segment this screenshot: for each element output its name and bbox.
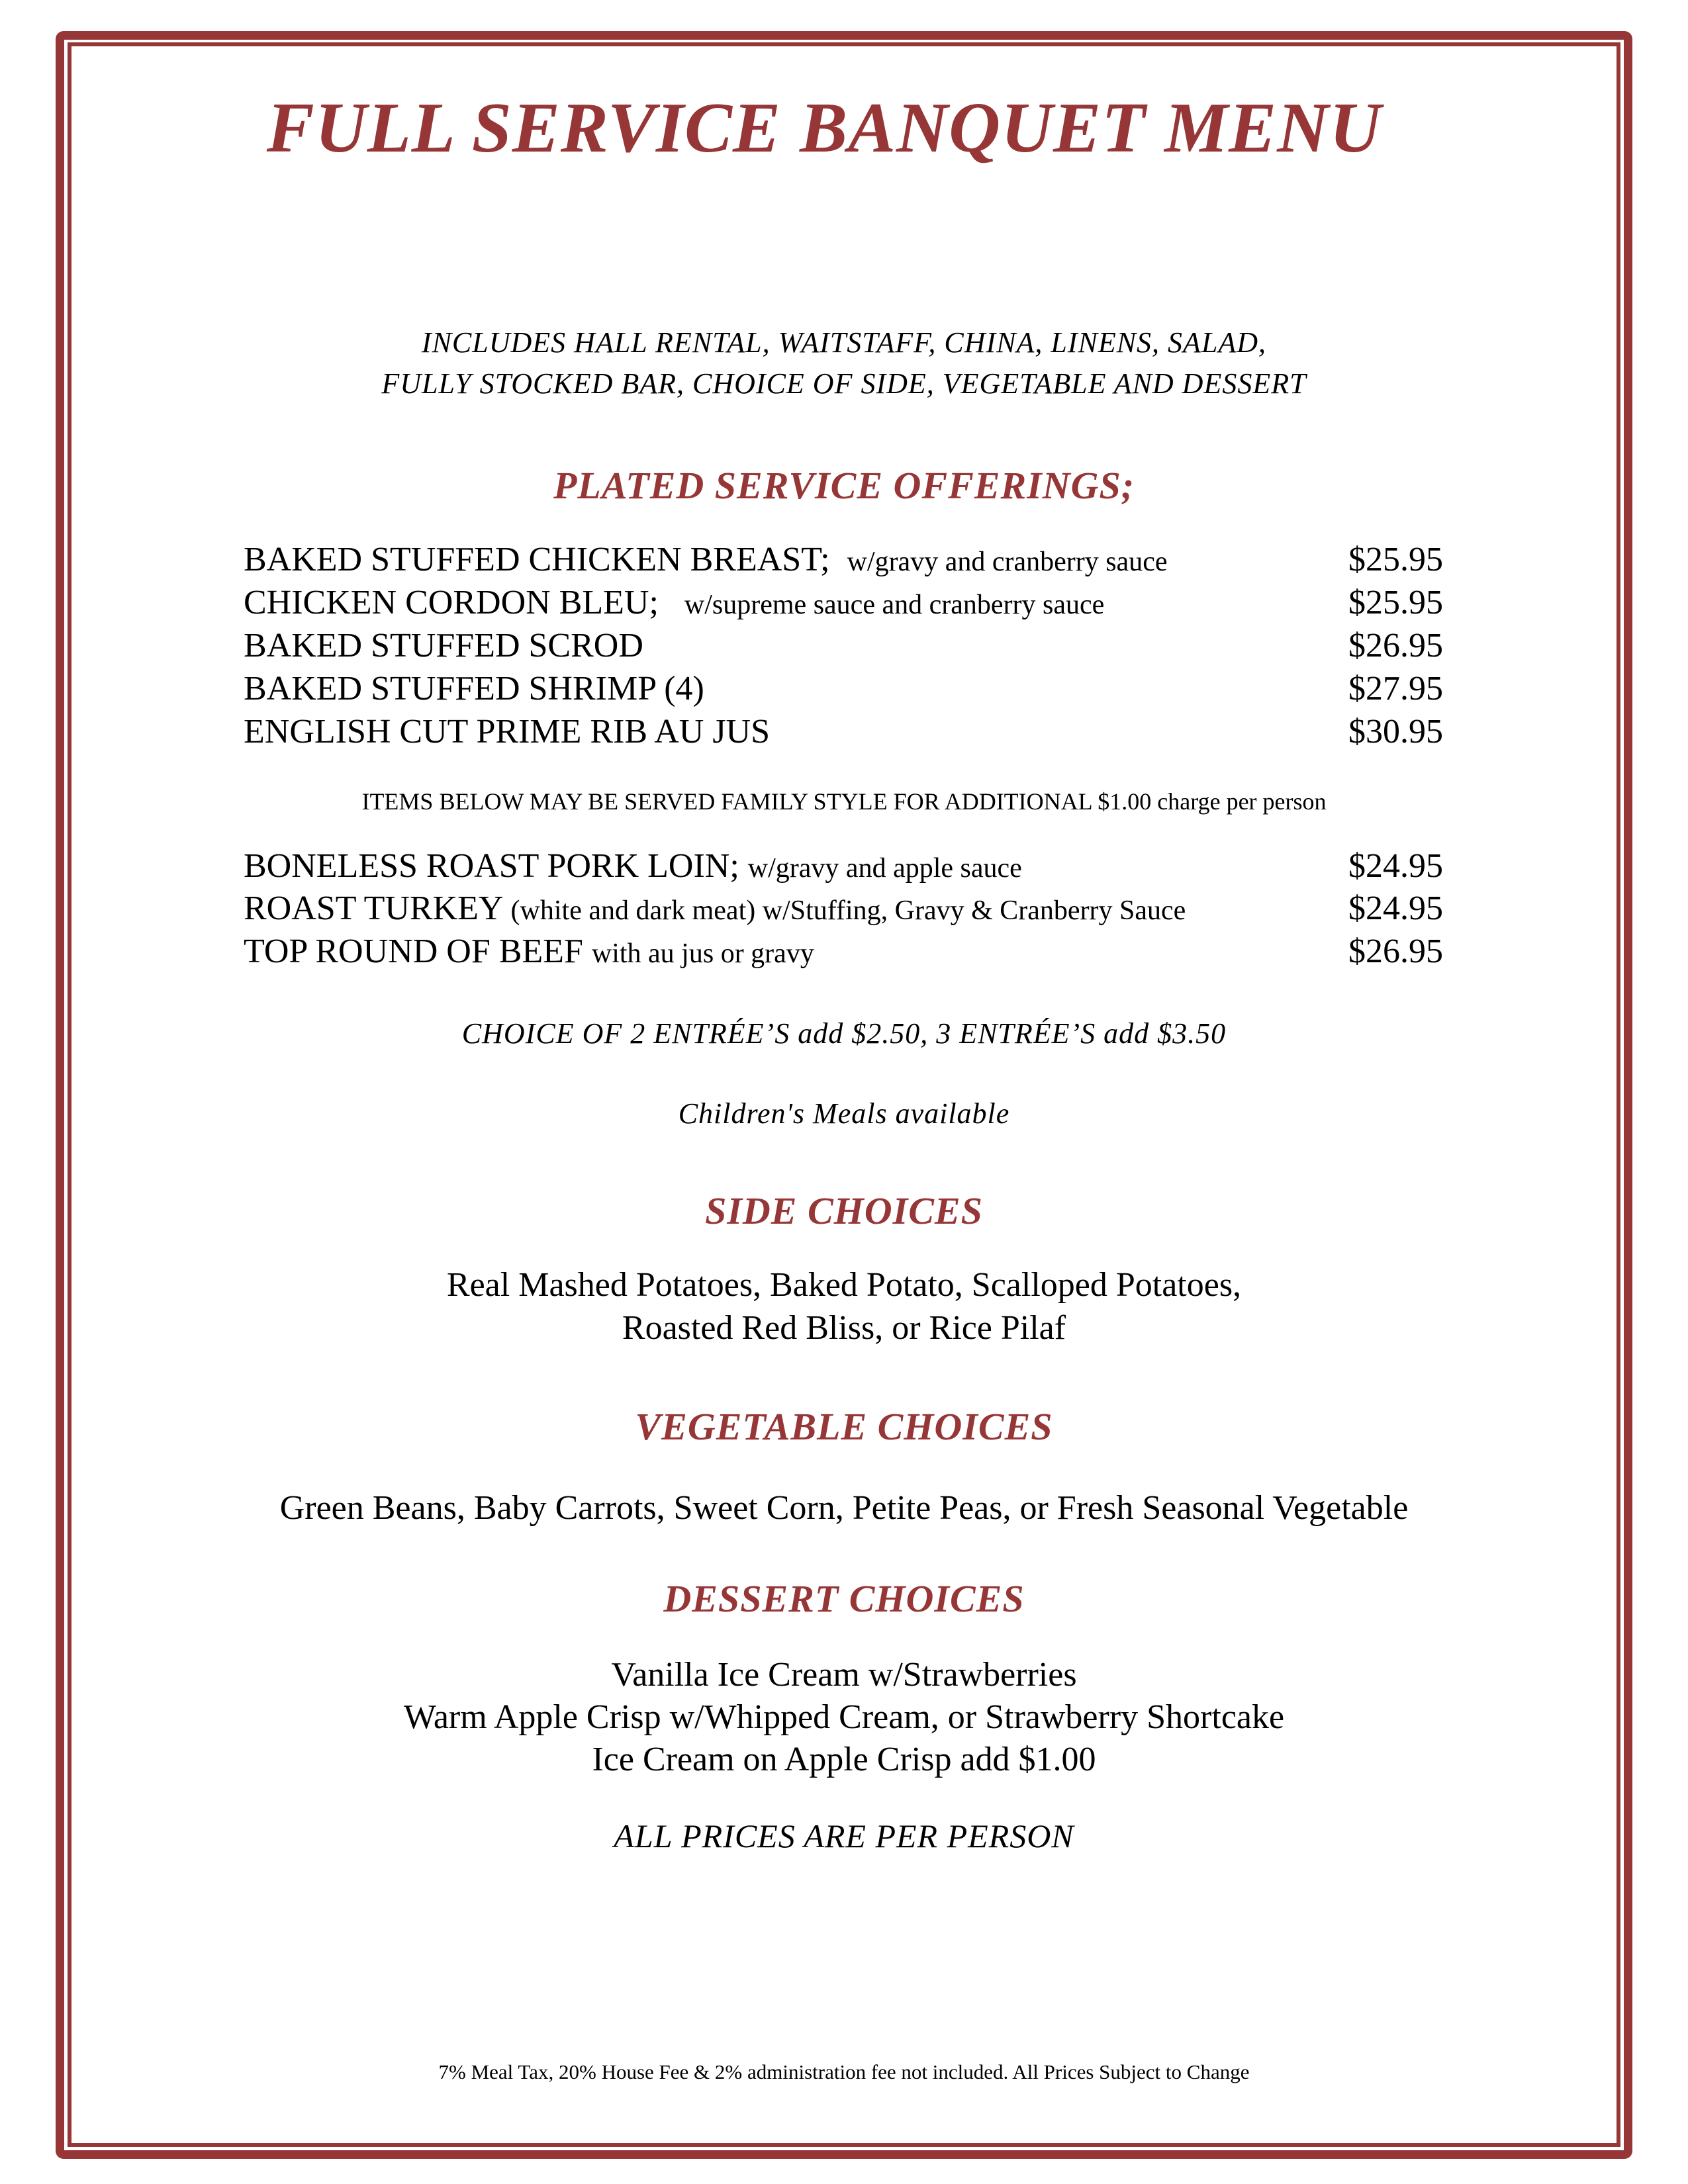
menu-item-name: TOP ROUND OF BEEF <box>244 933 583 970</box>
menu-item-detail: with au jus or gravy <box>591 938 814 969</box>
plated-heading: PLATED SERVICE OFFERINGS; <box>553 464 1135 507</box>
side-choices-line-2: Roasted Red Bliss, or Rice Pilaf <box>622 1309 1066 1347</box>
entree-choice-note: CHOICE OF 2 ENTRÉE’S add $2.50, 3 ENTRÉE’S add $3.50 <box>461 1017 1227 1050</box>
menu-item-name: BAKED STUFFED SCROD <box>244 627 643 664</box>
menu-item-detail: (white and dark meat) w/Stuffing, Gravy & Cranberry Sauce <box>510 895 1186 926</box>
page-title: FULL SERVICE BANQUET MENU <box>266 89 1382 167</box>
menu-item-price: $27.95 <box>1348 670 1443 707</box>
dessert-choices-line-3: Ice Cream on Apple Crisp add $1.00 <box>592 1741 1096 1778</box>
menu-item-name: BAKED STUFFED CHICKEN BREAST; <box>244 541 830 578</box>
footer-disclaimer: 7% Meal Tax, 20% House Fee & 2% administration fee not included. All Prices Subject to Change <box>438 2060 1250 2083</box>
children-meals-note: Children's Meals available <box>678 1097 1010 1130</box>
menu-item <box>244 932 1443 974</box>
menu-item <box>244 669 1443 711</box>
dessert-choices-line-1: Vanilla Ice Cream w/Strawberries <box>611 1656 1077 1694</box>
menu-item-name: BONELESS ROAST PORK LOIN; <box>244 847 739 885</box>
menu-item <box>244 712 1443 754</box>
vegetable-choices-line: Green Beans, Baby Carrots, Sweet Corn, Petite Peas, or Fresh Seasonal Vegetable <box>279 1489 1409 1527</box>
vegetable-choices-heading: VEGETABLE CHOICES <box>635 1405 1053 1448</box>
menu-item <box>244 889 1443 931</box>
menu-item-price: $24.95 <box>1348 847 1443 885</box>
side-choices-line-1: Real Mashed Potatoes, Baked Potato, Scalloped Potatoes, <box>446 1266 1242 1304</box>
menu-item-name: ROAST TURKEY <box>244 889 502 927</box>
menu-item-name: BAKED STUFFED SHRIMP (4) <box>244 670 704 707</box>
menu-item <box>244 626 1443 668</box>
dessert-choices-heading: DESSERT CHOICES <box>663 1577 1025 1620</box>
family-style-note: ITEMS BELOW MAY BE SERVED FAMILY STYLE FOR ADDITIONAL $1.00 charge per person <box>361 788 1327 815</box>
dessert-choices-line-2: Warm Apple Crisp w/Whipped Cream, or Strawberry Shortcake <box>403 1698 1285 1736</box>
menu-item-name: ENGLISH CUT PRIME RIB AU JUS <box>244 713 771 751</box>
per-person-note: ALL PRICES ARE PER PERSON <box>614 1817 1074 1854</box>
menu-item-detail: w/gravy and apple sauce <box>747 853 1022 884</box>
menu-item-price: $25.95 <box>1348 541 1443 578</box>
menu-item-detail: w/supreme sauce and cranberry sauce <box>684 590 1105 620</box>
menu-item-price: $30.95 <box>1348 713 1443 751</box>
menu-item <box>244 583 1443 625</box>
menu-item-price: $25.95 <box>1348 584 1443 621</box>
menu-item-detail: w/gravy and cranberry sauce <box>847 547 1168 577</box>
includes-line-2: FULLY STOCKED BAR, CHOICE OF SIDE, VEGETABLE AND DESSERT <box>381 367 1307 400</box>
includes-line-1: INCLUDES HALL RENTAL, WAITSTAFF, CHINA, LINENS, SALAD, <box>421 326 1267 359</box>
side-choices-heading: SIDE CHOICES <box>705 1189 983 1232</box>
menu-item <box>244 846 1443 889</box>
menu-item-price: $26.95 <box>1348 933 1443 970</box>
menu-item <box>244 540 1443 582</box>
menu-item-price: $24.95 <box>1348 889 1443 927</box>
menu-item-name: CHICKEN CORDON BLEU; <box>244 584 659 621</box>
menu-item-price: $26.95 <box>1348 627 1443 664</box>
